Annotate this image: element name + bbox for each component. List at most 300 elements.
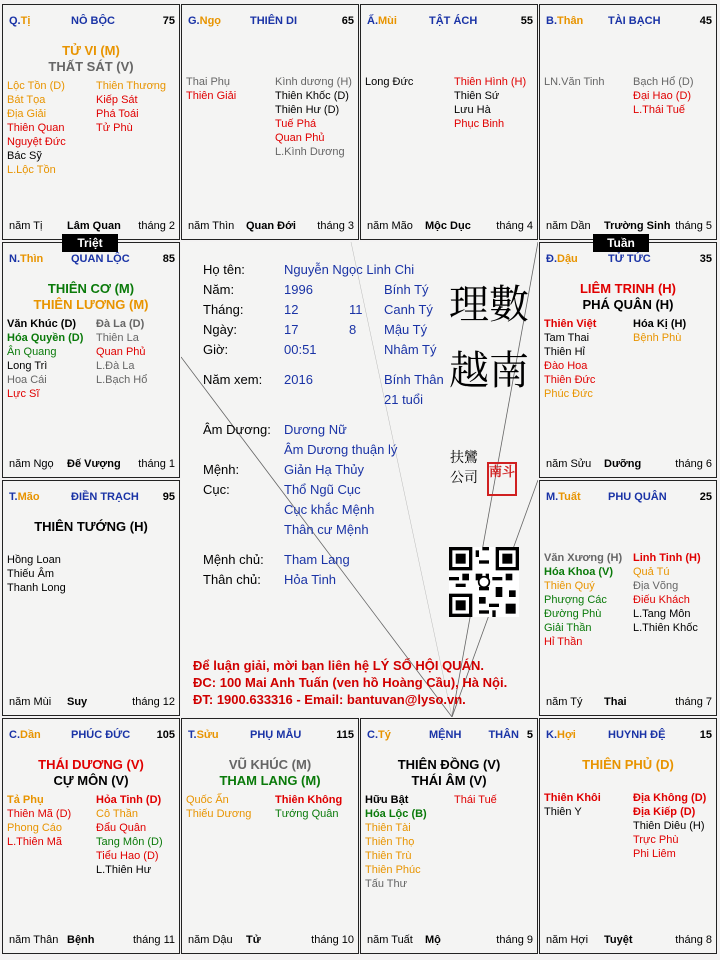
palace-cell (2, 718, 180, 954)
palace-phase: Suy (67, 696, 88, 708)
main-stars (3, 519, 179, 535)
stars-right (275, 75, 356, 159)
stars-left (186, 793, 267, 821)
palace-header (546, 253, 712, 267)
star-item: Thiên Hỉ (544, 346, 585, 358)
minor-stars (186, 75, 356, 159)
palace-stem: T. (9, 491, 18, 503)
stars-right (633, 75, 714, 117)
info-value: Tham Lang (284, 552, 350, 567)
palace-phase: Trường Sinh (604, 220, 671, 232)
palace-phase: Mộ (425, 934, 441, 946)
star-item: Hóa Khoa (V) (544, 566, 614, 578)
info-label: Mệnh: (203, 462, 240, 477)
star-item: Tả Phụ (7, 794, 44, 806)
palace-month: tháng 7 (675, 696, 712, 708)
main-star: THÁI ÂM (V) (411, 773, 487, 788)
palace-branch: Sửu (196, 729, 219, 741)
minor-stars (544, 75, 714, 117)
info-label: Năm: (203, 282, 235, 297)
palace-month: tháng 10 (311, 934, 354, 946)
info-canchi-value: Bính Tý (384, 282, 429, 297)
palace-name: QUAN LỘC (71, 253, 130, 265)
palace-name: NÔ BỘC (71, 15, 115, 27)
than-marker: THÂN (488, 729, 519, 741)
info-label: Thân chủ: (203, 572, 261, 587)
palace-phase: Lâm Quan (67, 220, 121, 232)
qr-code[interactable] (449, 547, 519, 617)
palace-name: TỬ TỨC (608, 253, 651, 265)
palace-cell (181, 4, 359, 240)
stars-left (544, 551, 625, 649)
star-item: Tang Môn (D) (96, 836, 163, 848)
palace-footer (9, 934, 175, 947)
palace-age: 75 (162, 15, 175, 27)
stars-left (186, 75, 267, 159)
star-item: Địa Kiếp (D) (633, 806, 696, 818)
star-item: Đại Hao (D) (633, 90, 692, 102)
palace-stem: T. (188, 729, 197, 741)
palace-name: PHỤ MẪU (250, 729, 302, 741)
star-item: Thiên Sứ (454, 90, 500, 102)
palace-stem: M. (546, 491, 559, 503)
palace-month: tháng 8 (675, 934, 712, 946)
palace-branch: Tý (378, 729, 391, 741)
palace-header (9, 491, 175, 505)
main-stars (182, 757, 358, 789)
star-item: Quan Phủ (96, 346, 146, 358)
main-star: THIÊN CƠ (M) (47, 281, 135, 296)
palace-cell (360, 718, 538, 954)
star-item: Thiên Không (275, 794, 343, 806)
star-item: Lưu Hà (454, 104, 491, 116)
palace-name: ĐIỀN TRẠCH (71, 491, 139, 503)
palace-footer (367, 934, 533, 947)
palace-header (367, 729, 533, 743)
star-item: Thiên Tài (365, 822, 411, 834)
main-star: VŨ KHÚC (M) (228, 757, 312, 772)
palace-age: 35 (699, 253, 712, 265)
palace-header (188, 15, 354, 29)
palace-year: năm Tuất (367, 934, 413, 946)
star-item: L.Tang Môn (633, 608, 691, 620)
palace-phase: Tuyệt (604, 934, 633, 946)
star-item: Đẩu Quân (96, 822, 147, 834)
palace-cell (2, 242, 180, 478)
star-item: Tướng Quân (275, 808, 339, 820)
main-stars (540, 757, 716, 773)
star-item: Bệnh Phù (633, 332, 682, 344)
palace-name: TÀI BẠCH (608, 15, 661, 27)
stars-left (544, 75, 625, 117)
palace-header (546, 491, 712, 505)
palace-cell (2, 480, 180, 716)
info-value: Dương Nữ (284, 422, 347, 437)
main-stars (540, 281, 716, 313)
star-item: Thiên Hư (D) (275, 104, 340, 116)
palace-age: 85 (162, 253, 175, 265)
palace-month: tháng 5 (675, 220, 712, 232)
star-item: L.Lộc Tồn (7, 164, 56, 176)
palace-stem: N. (9, 253, 20, 265)
info-lunar-value: 8 (349, 322, 357, 337)
palace-branch: Thìn (20, 253, 44, 265)
star-item: Thiên Quý (544, 580, 595, 592)
info-lunar-value: 11 (349, 302, 363, 317)
main-star: TỬ VI (M) (62, 43, 120, 58)
palace-month: tháng 6 (675, 458, 712, 470)
palace-branch: Mão (17, 491, 40, 503)
palace-age: 45 (699, 15, 712, 27)
palace-age: 115 (336, 729, 354, 741)
stars-right (96, 793, 177, 877)
star-item: Linh Tinh (H) (633, 552, 701, 564)
stars-left (7, 793, 88, 877)
main-star: THIÊN TƯỚNG (H) (34, 519, 148, 534)
star-item: L.Bạch Hổ (96, 374, 148, 386)
triet-tag: Triệt (62, 234, 118, 252)
star-item: Phi Liêm (633, 848, 676, 860)
star-item: Phục Binh (454, 118, 505, 130)
stars-right (275, 793, 356, 821)
star-item: Thiên Phúc (365, 864, 421, 876)
info-value: 17 (284, 322, 299, 337)
palace-month: tháng 11 (132, 934, 175, 946)
stars-right (454, 75, 535, 131)
palace-footer (9, 220, 175, 233)
info-value: Giản Hạ Thủy (284, 462, 364, 477)
main-stars (3, 43, 179, 75)
palace-stem: Q. (9, 15, 21, 27)
star-item: Bát Tọa (7, 94, 46, 106)
stars-left (7, 79, 88, 177)
palace-phase: Bệnh (67, 934, 95, 946)
info-value: Hỏa Tinh (284, 572, 337, 587)
minor-stars (365, 75, 535, 131)
minor-stars (544, 551, 714, 649)
star-item: Thiên Y (544, 806, 582, 818)
star-item: Phá Toái (96, 108, 139, 120)
palace-header (546, 729, 712, 743)
minor-stars (7, 793, 177, 877)
stars-left (7, 553, 88, 595)
palace-month: tháng 2 (138, 220, 175, 232)
minor-stars (7, 79, 177, 177)
star-item: Hỉ Thần (544, 636, 583, 648)
palace-branch: Dần (20, 729, 41, 741)
star-item: Bạch Hổ (D) (633, 76, 694, 88)
palace-age: 25 (699, 491, 712, 503)
red-seal: 南斗 (487, 462, 517, 496)
info-value: Âm Dương thuận lý (284, 442, 398, 457)
star-item: Kiếp Sát (96, 94, 138, 106)
palace-age: 5 (526, 729, 533, 741)
star-item: Hóa Kị (H) (633, 318, 687, 330)
info-canchi-value: Canh Tý (384, 302, 433, 317)
palace-branch: Ngọ (199, 15, 222, 27)
palace-year: năm Ngọ (9, 458, 54, 470)
palace-footer (546, 934, 712, 947)
star-item: L.Thiên Mã (7, 836, 63, 848)
palace-stem: B. (546, 15, 557, 27)
star-item: Hữu Bật (365, 794, 409, 806)
palace-branch: Tị (20, 15, 31, 27)
palace-stem: C. (367, 729, 378, 741)
star-item: Phúc Đức (544, 388, 593, 400)
palace-year: năm Hợi (546, 934, 589, 946)
star-item: Nguyệt Đức (7, 136, 66, 148)
palace-year: năm Mùi (9, 696, 52, 708)
palace-phase: Dưỡng (604, 458, 642, 470)
star-item: Quan Phủ (275, 132, 325, 144)
palace-age: 15 (699, 729, 712, 741)
palace-stem: Đ. (546, 253, 557, 265)
stars-right (454, 793, 535, 891)
palace-year: năm Dần (546, 220, 591, 232)
palace-phase: Tử (246, 934, 261, 946)
minor-stars (544, 317, 714, 401)
palace-age: 105 (156, 729, 175, 741)
main-star: THẤT SÁT (V) (48, 59, 134, 74)
minor-stars (544, 791, 714, 861)
star-item: Địa Giải (7, 108, 47, 120)
star-item: Bác Sỹ (7, 150, 42, 162)
palace-footer (188, 934, 354, 947)
palace-month: tháng 12 (132, 696, 175, 708)
star-item: Tấu Thư (365, 878, 408, 890)
star-item: Địa Không (D) (633, 792, 707, 804)
palace-footer (546, 696, 712, 709)
center-info-panel (181, 242, 538, 717)
main-stars (3, 757, 179, 789)
palace-name: TẬT ÁCH (429, 15, 478, 27)
star-item: Kình dương (H) (275, 76, 352, 88)
palace-header (9, 729, 175, 743)
palace-phase: Mộc Dục (425, 220, 471, 232)
star-item: Thiên Việt (544, 318, 597, 330)
star-item: Thiên Thọ (365, 836, 415, 848)
star-item: Tử Phù (96, 122, 133, 134)
palace-year: năm Thìn (188, 220, 235, 232)
small-calligraphy: 扶鸞公司 (450, 449, 478, 485)
info-canchi-value: Nhâm Tý (384, 342, 437, 357)
star-item: Hóa Lộc (B) (365, 808, 427, 820)
minor-stars (7, 553, 177, 595)
palace-cell (539, 718, 717, 954)
palace-branch: Dậu (557, 253, 578, 265)
star-item: Văn Xương (H) (544, 552, 623, 564)
palace-month: tháng 9 (496, 934, 533, 946)
main-stars (3, 281, 179, 313)
palace-name: THIÊN DI (250, 15, 298, 27)
star-item: Văn Khúc (D) (7, 318, 77, 330)
stars-left (365, 793, 446, 891)
main-star: THIÊN PHỦ (D) (582, 757, 674, 772)
palace-header (188, 729, 354, 743)
palace-header (367, 15, 533, 29)
palace-stem: K. (546, 729, 557, 741)
star-item: Trực Phù (633, 834, 679, 846)
star-item: Hóa Quyền (D) (7, 332, 84, 344)
palace-footer (9, 458, 175, 471)
palace-branch: Thân (557, 15, 584, 27)
main-star: THÁI DƯƠNG (V) (38, 757, 144, 772)
palace-header (9, 253, 175, 267)
palace-branch: Hợi (557, 729, 576, 741)
star-item: Hỏa Tinh (D) (96, 794, 162, 806)
info-label: Ngày: (203, 322, 237, 337)
main-stars (361, 757, 537, 789)
main-star: CỰ MÔN (V) (53, 773, 129, 788)
star-item: L.Thiên Khốc (633, 622, 698, 634)
info-label: Cục: (203, 482, 230, 497)
contact-line: ĐT: 1900.633316 - Email: bantuvan@lyso.vn. (193, 692, 466, 707)
palace-stem: Ấ. (367, 15, 378, 27)
star-item: Thiên Mã (D) (7, 808, 72, 820)
palace-year: năm Mão (367, 220, 413, 232)
info-label: Tháng: (203, 302, 244, 317)
star-item: Thiên Quan (7, 122, 65, 134)
palace-month: tháng 4 (496, 220, 533, 232)
star-item: Cô Thần (96, 808, 138, 820)
palace-month: tháng 3 (317, 220, 354, 232)
palace-stem: C. (9, 729, 20, 741)
palace-branch: Tuất (558, 491, 581, 503)
palace-year: năm Sửu (546, 458, 592, 470)
palace-year: năm Tý (546, 696, 583, 708)
star-item: Thiên Hình (H) (454, 76, 527, 88)
star-item: L.Đà La (96, 360, 135, 372)
star-item: Hoa Cái (7, 374, 47, 386)
stars-right (96, 79, 177, 177)
star-item: Đào Hoa (544, 360, 588, 372)
palace-stem: G. (188, 15, 200, 27)
star-item: Giải Thần (544, 622, 592, 634)
palace-footer (546, 458, 712, 471)
info-canchi-value: Bính Thân (384, 372, 444, 387)
palace-cell (539, 4, 717, 240)
star-item: Đà La (D) (96, 318, 145, 330)
star-item: Phong Cáo (7, 822, 63, 834)
star-item: L.Thái Tuế (633, 104, 685, 116)
star-item: Điếu Khách (633, 594, 690, 606)
minor-stars (365, 793, 535, 891)
stars-right (633, 317, 714, 401)
info-canchi-value: Mậu Tý (384, 322, 428, 337)
star-item: Thanh Long (7, 582, 66, 594)
star-item: Thiên Diêu (H) (633, 820, 705, 832)
star-item: Quả Tú (633, 566, 670, 578)
palace-footer (367, 220, 533, 233)
info-label: Âm Dương: (203, 422, 271, 437)
star-item: Long Trì (7, 360, 48, 372)
star-item: Tiểu Hao (D) (96, 850, 159, 862)
tuan-tag: Tuần (593, 234, 649, 252)
star-item: Đường Phù (544, 608, 602, 620)
stars-right (96, 553, 177, 595)
palace-month: tháng 1 (138, 458, 175, 470)
palace-phase: Đế Vượng (67, 458, 121, 470)
info-value: 00:51 (284, 342, 317, 357)
stars-left (544, 317, 625, 401)
palace-age: 65 (341, 15, 354, 27)
star-item: Tuế Phá (275, 118, 317, 130)
stars-left (7, 317, 88, 401)
palace-branch: Mùi (378, 15, 397, 27)
info-value: 2016 (284, 372, 313, 387)
contact-line: Để luận giải, mời bạn liên hệ LÝ SỐ HỘI QUÁN. (193, 658, 484, 673)
star-item: L.Thiên Hư (96, 864, 152, 876)
palace-cell (2, 4, 180, 240)
main-star: THIÊN LƯƠNG (M) (33, 297, 149, 312)
star-item: Thiên Thương (96, 80, 167, 92)
star-item: LN.Văn Tinh (544, 76, 605, 88)
palace-name: PHU QUÂN (608, 491, 667, 503)
star-item: Thiên Khốc (D) (275, 90, 349, 102)
info-label: Năm xem: (203, 372, 263, 387)
star-item: Thái Tuế (454, 794, 497, 806)
star-item: Quốc Ấn (186, 794, 229, 806)
info-label: Họ tên: (203, 262, 245, 277)
stars-right (633, 551, 714, 649)
star-item: Phượng Các (544, 594, 607, 606)
star-item: Lộc Tồn (D) (7, 80, 65, 92)
palace-year: năm Tị (9, 220, 43, 232)
palace-name: PHÚC ĐỨC (71, 729, 131, 741)
star-item: Thiên Giải (186, 90, 237, 102)
info-label: Giờ: (203, 342, 229, 357)
palace-age: 55 (520, 15, 533, 27)
star-item: Địa Võng (633, 580, 679, 592)
info-canchi-value: 21 tuổi (384, 392, 424, 407)
palace-year: năm Thân (9, 934, 59, 946)
star-item: L.Kình Dương (275, 146, 345, 158)
star-item: Thiên Trù (365, 850, 412, 862)
palace-cell (360, 4, 538, 240)
star-item: Tam Thai (544, 332, 590, 344)
calligraphy-title: 理數越南 (449, 282, 529, 394)
info-label: Mệnh chủ: (203, 552, 264, 567)
palace-cell (539, 480, 717, 716)
stars-left (544, 791, 625, 861)
palace-header (546, 15, 712, 29)
main-star: THIÊN ĐỒNG (V) (397, 757, 501, 772)
info-value: Thổ Ngũ Cục (284, 482, 361, 497)
palace-age: 95 (162, 491, 175, 503)
palace-year: năm Dậu (188, 934, 233, 946)
info-value: Nguyễn Ngọc Linh Chi (284, 262, 415, 277)
star-item: Thiếu Dương (186, 808, 252, 820)
palace-footer (188, 220, 354, 233)
palace-header (9, 15, 175, 29)
star-item: Hồng Loan (7, 554, 61, 566)
palace-footer (546, 220, 712, 233)
palace-footer (9, 696, 175, 709)
stars-left (365, 75, 446, 131)
contact-line: ĐC: 100 Mai Anh Tuấn (ven hồ Hoàng Cầu), Hà Nội. (193, 675, 508, 690)
star-item: Lực Sĩ (7, 388, 40, 400)
main-star: LIÊM TRINH (H) (579, 281, 677, 296)
star-item: Thiên Đức (544, 374, 596, 386)
info-value: Thân cư Mệnh (284, 522, 369, 537)
palace-phase: Quan Đới (246, 220, 296, 232)
info-value: 1996 (284, 282, 313, 297)
info-value: Cục khắc Mệnh (284, 502, 375, 517)
star-item: Thiên La (96, 332, 139, 344)
main-star: PHÁ QUÂN (H) (582, 297, 674, 312)
star-item: Thai Phụ (186, 76, 231, 88)
main-star: THAM LANG (M) (219, 773, 321, 788)
